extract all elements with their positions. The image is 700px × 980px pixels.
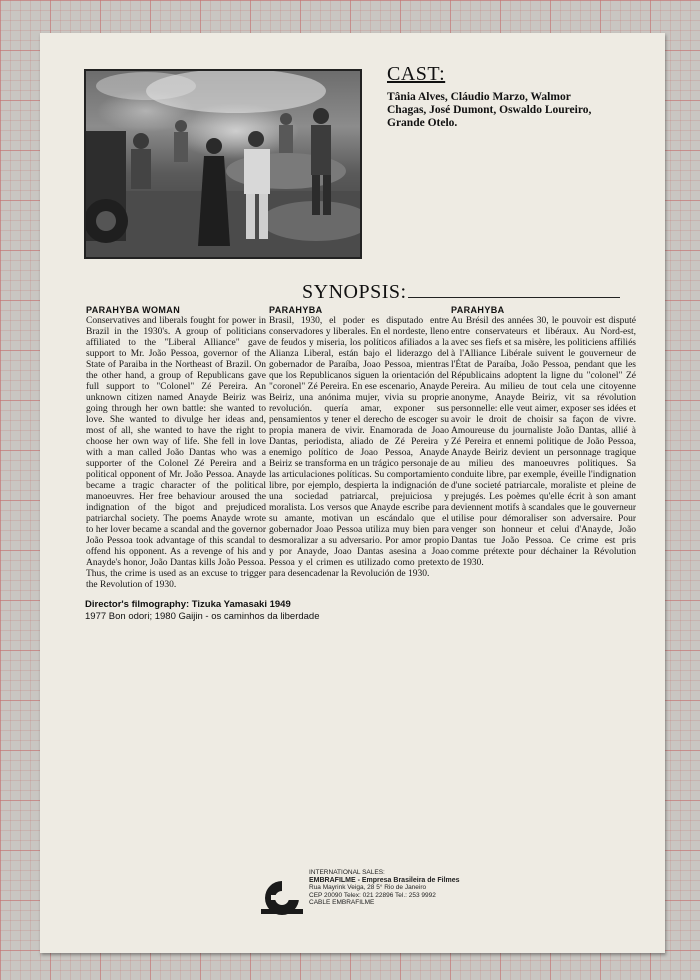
filmography-list: 1977 Bon odori; 1980 Gaijin - os caminhos da liberdade [85,611,320,622]
cast-title: CAST: [387,63,446,85]
synopsis-text-french: Au Brésil des années 30, le pouvoir est disputé entre conservateurs et libéraux. Au Nord-est, avec ses fiefs et sa misère, les politiciens affiliés à l'Alliance Libérale suivent le gouverneur de l'État de Paraíba, João Pessoa, pendant que les Républicains adoptent la ligne du "colonel" Zé Pereira. Au milieu de tout cela une citoyenne anonyme, Anayde Beiriz, vit sa révolution personnelle: elle veut aimer, exposer ses idées et avoir le droit de choisir sa façon de vivre. Amoureuse du journaliste João Dantas, allié à Zé Pereira et ennemi politique de João Pessoa, Anayde Beiriz devient un personnage tragique au milieu des manoeuvres politiques. Sa conduite libre, par exemple, éveille l'indignation d'une societé patriarcale, moraliste et pleine de prejugés. Les poèmes qu'elle écrit à son amant deviennent motifs à scandales que le gouverneur utilise pour démoraliser son adversaire. Pour venger son honneur et celui d'Anayde, João Dantas tue João Pessoa. Ce crime est pris comme prétexte pour déchainer la Révolution de 1930. [451,316,636,568]
sales-company: EMBRAFILME - Empresa Brasileira de Filmes [309,876,460,884]
synopsis-heading-english: PARAHYBA WOMAN [86,305,181,315]
synopsis-text-spanish: Brasil, 1930, el poder es disputado entre conservadores y liberales. En el nordeste, lleno de feudos y miseria, los políticos afiliados a la Alianza Liberal, están bajo el liderazgo del gobernador de Paraíba, Joao Pessoa, mientras que los Republicanos siguen la orientación del "coronel" Zé Pereira. En ese escenario, Anayde Beiriz, una anónima mujer, vivia su proprie revolución. quería amar, exponer sus pensamientos y tener el derecho de escoger su propia manera de vivir. Enamorada de Joao Dantas, periodista, aliado de Zé Pereira y enemigo político de Joao Pessoa, Anayde Beiriz se transforma en un trágico personaje de las articulaciones políticas. Su comportamiento libre, por ejemplo, despierta la indignación de una sociedad patriarcal, prejuiciosa y moralista. Los versos que Anayde escribe para su amante, motivan un escándalo que el gobernador Joao Pessoa utiliza muy bien para desmoralizar a su adversario. Por amor propio y por Anayde, Joao Dantas asesina a Joao Pessoa y el crimen es utilizado como pretexto para desencadenar la Revolución de 1930. [269,316,449,579]
synopsis-heading-spanish: PARAHYBA [269,305,323,315]
sales-cable: CABLE EMBRAFILME [309,899,375,906]
synopsis-column-english [86,305,266,591]
embrafilme-logo-icon [259,879,305,917]
synopsis-heading-french: PARAHYBA [451,305,505,315]
synopsis-column-spanish [269,305,449,580]
synopsis-column-french [451,305,636,569]
director-filmography [85,599,485,623]
cast-names: Tânia Alves, Cláudio Marzo, Walmor Chagas, José Dumont, Oswaldo Loureiro, Grande Otelo. [387,91,592,129]
synopsis-text-english: Conservatives and liberals fought for power in Brazil in the 1930's. A group of politicians affiliated to the "Liberal Alliance" gave support to Mr. João Pessoa, governor of the State of Paraiba in the Northeast of Brazil. On the other hand, a group of Republicans gave full support to "Colonel" Zé Pereira. An unknown citizen named Anayde Beiriz was going through her own battle: she wanted to love. She wanted to divulge her ideas and, most of all, she wanted to have the right to choose her own way of life. She fell in love with a man called João Dantas who was a supporter of the Colonel Zé Pereira and a political opponent of Mr. João Pessoa. Anayde became a tragic character of the political manoeuvres. Her free behaviour aroused the indignation of the bigot and prejudiced patriarchal society. The poems Anayde wrote to her lover became a scandal and the governor João Pessoa took advantage of this scandal to offend his opponent. As a revenge of his and Anayde's honor, João Dantas kills João Pessoa. Thus, the crime is used as an excuse to trigger the Revolution of 1930. [86,316,266,590]
sales-label: INTERNATIONAL SALES: [309,869,385,876]
sales-contact [309,869,559,907]
synopsis-title: SYNOPSIS: [302,281,407,303]
sales-phone: CEP 20090 Telex: 021 22896 Tel.: 253 9992 [309,891,436,899]
synopsis-underline [408,297,620,298]
sales-address: Rua Mayrink Veiga, 28 5° Rio de Janeiro [309,884,427,891]
flyer-sheet [40,33,665,953]
filmography-heading: Director's filmography: Tizuka Yamasaki 1949 [85,599,291,610]
film-still-photo [84,69,362,259]
